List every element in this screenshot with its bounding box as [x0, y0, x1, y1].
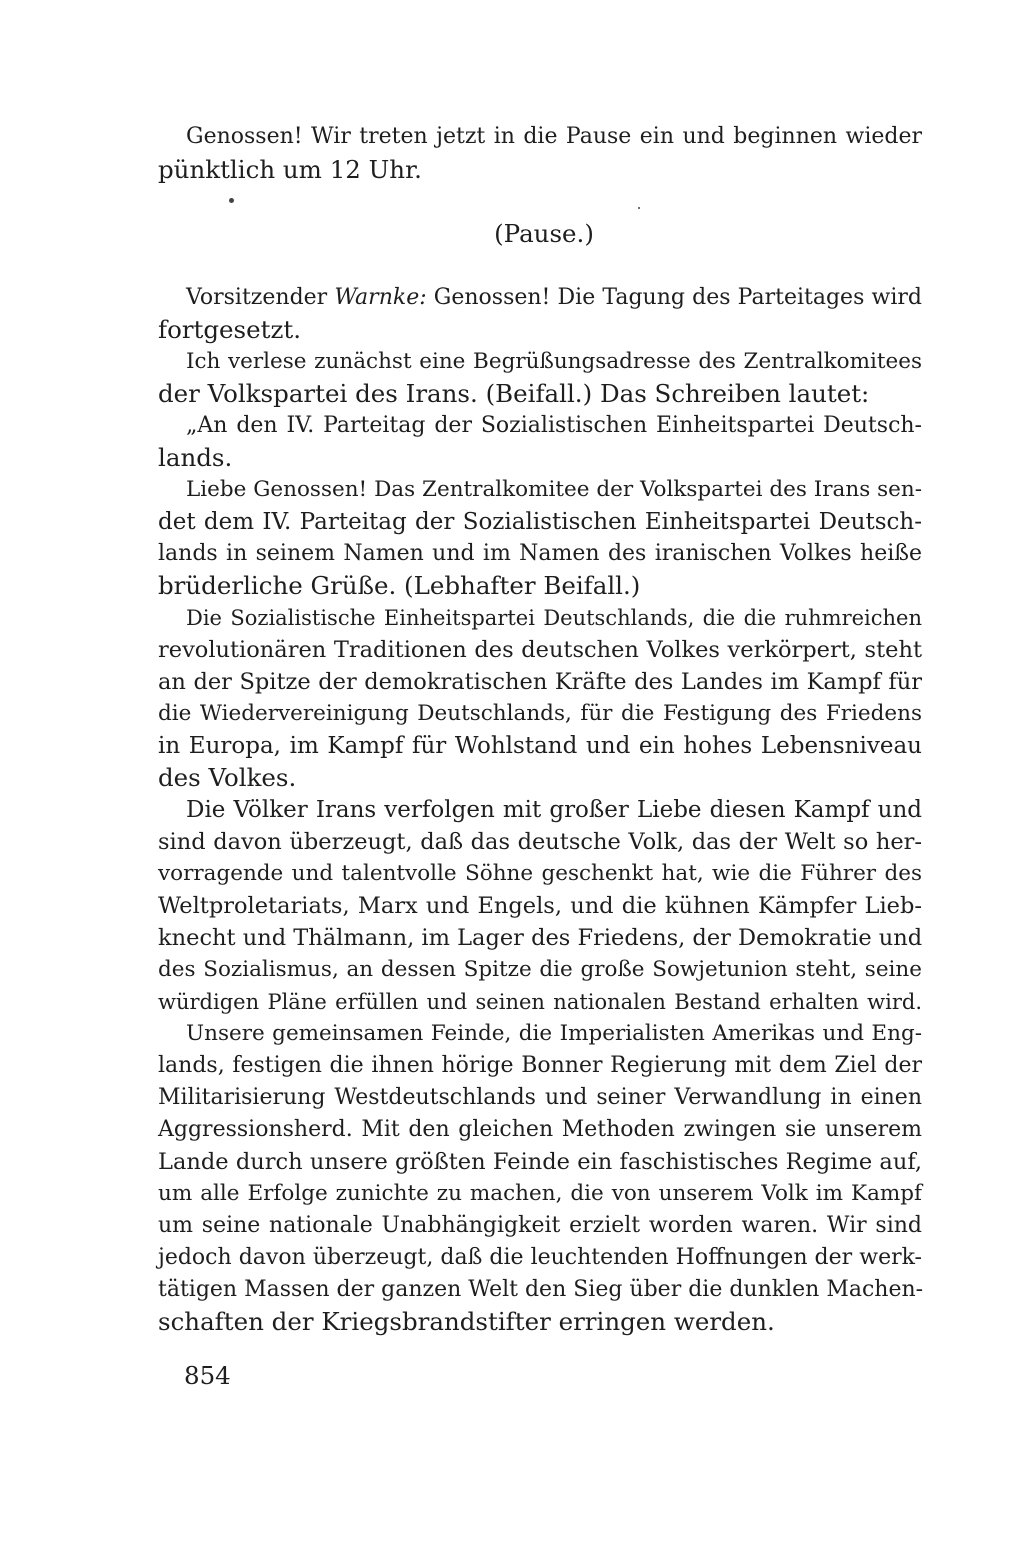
speaker-prefix: Vorsitzender [186, 285, 335, 310]
text-line: „An den IV. Parteitag der Sozialistischen Einheitspartei Deutsch- [186, 413, 922, 438]
text-line: des Volkes. [158, 763, 297, 792]
text-line: det dem IV. Parteitag der Sozialistischen Einheitspartei Deutsch- [158, 509, 922, 535]
text-line: Die Sozialistische Einheitspartei Deutschlands, die die ruhmreichen [186, 606, 922, 630]
text-line: lands in seinem Namen und im Namen des iranischen Volkes heiße [158, 541, 922, 566]
text-line: die Wiedervereinigung Deutschlands, für die Festigung des Friedens [158, 701, 922, 726]
text-line: Weltproletariats, Marx und Engels, und die kühnen Kämpfer Lieb- [158, 893, 922, 919]
text-line: jedoch davon überzeugt, daß die leuchtenden Hoffnungen der werk- [158, 1245, 922, 1270]
text-line: Die Völker Irans verfolgen mit großer Liebe diesen Kampf und [186, 797, 922, 823]
text-line: vorragende und talentvolle Söhne geschenkt hat, wie die Führer des [158, 861, 922, 886]
text-line: fortgesetzt. [158, 315, 302, 344]
text-line: an der Spitze der demokratischen Kräfte des Landes im Kampf für [158, 669, 922, 695]
text-line: Militarisierung Westdeutschlands und seiner Verwandlung in einen [158, 1085, 922, 1110]
text-line: um alle Erfolge zunichte zu machen, die von unserem Volk im Kampf [158, 1181, 922, 1206]
text-line: pünktlich um 12 Uhr. [158, 155, 422, 184]
text-line: lands, festigen die ihnen hörige Bonner Regierung mit dem Ziel der [158, 1053, 922, 1078]
text-line: des Sozialismus, an dessen Spitze die große Sowjetunion steht, seine [158, 957, 922, 982]
text-line: würdigen Pläne erfüllen und seinen nationalen Bestand erhalten wird. [158, 990, 922, 1014]
text-line: tätigen Massen der ganzen Welt den Sieg über die dunklen Machen- [158, 1277, 924, 1302]
text-line: Unsere gemeinsamen Feinde, die Imperialisten Amerikas und Eng- [186, 1021, 922, 1046]
text-line: brüderliche Grüße. (Lebhafter Beifall.) [158, 571, 641, 600]
text-line: Ich verlese zunächst eine Begrüßungsadresse des Zentralkomitees [186, 349, 922, 374]
text-line: Genossen! Wir treten jetzt in die Pause ein und beginnen wieder [186, 124, 922, 149]
text-line: der Volkspartei des Irans. (Beifall.) Das Schreiben lautet: [158, 379, 870, 408]
text-line: Aggressionsherd. Mit den gleichen Methoden zwingen sie unserem [158, 1117, 922, 1142]
text-line: schaften der Kriegsbrandstifter erringen werden. [158, 1307, 775, 1336]
text-line: lands. [158, 443, 233, 472]
text-line: in Europa, im Kampf für Wohlstand und ein hohes Lebensniveau [158, 733, 922, 759]
print-speck [638, 207, 640, 209]
speaker-name: Warnke: [334, 285, 427, 310]
speaker-text: Genossen! Die Tagung des Parteitages wird [426, 285, 922, 310]
text-line: Liebe Genossen! Das Zentralkomitee der Volkspartei des Irans sen- [186, 477, 922, 502]
text-line: sind davon überzeugt, daß das deutsche Volk, das der Welt so her- [158, 829, 922, 855]
speaker-line [186, 282, 922, 314]
text-line: knecht und Thälmann, im Lager des Friedens, der Demokratie und [158, 925, 923, 951]
text-line: revolutionären Traditionen des deutschen Volkes verkörpert, steht [158, 637, 922, 663]
pause-marker: (Pause.) [494, 219, 594, 248]
print-speck [229, 198, 234, 203]
text-line: Lande durch unsere größten Feinde ein faschistisches Regime auf, [158, 1149, 922, 1175]
text-line: um seine nationale Unabhängigkeit erzielt worden waren. Wir sind [158, 1213, 922, 1238]
page-number: 854 [184, 1361, 231, 1390]
